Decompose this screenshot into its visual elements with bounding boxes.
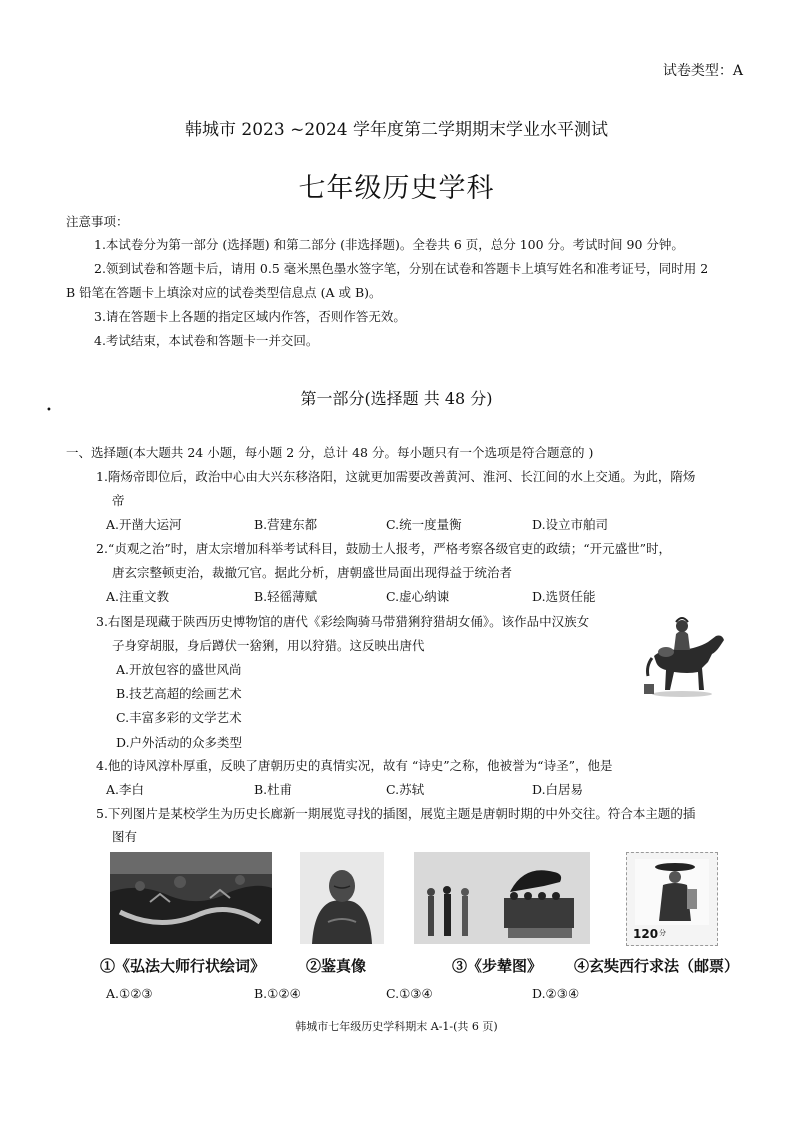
option-a: A.①②③ <box>106 986 153 1001</box>
question-5-options <box>0 986 793 1004</box>
notice-heading: 注意事项： <box>66 214 129 229</box>
option-d: D.设立市舶司 <box>532 517 609 532</box>
question-2-stem: 2.“贞观之治”时，唐太宗增加科举考试科目，鼓励士人报考，严格考察各级官吏的政绩；“开元盛世”时， <box>96 541 671 556</box>
picture-1-caption: ①《弘法大师行状绘词》 <box>100 957 266 975</box>
hongfa-painting-image <box>110 852 272 944</box>
option-b: B.技艺高超的绘画艺术 <box>116 686 242 701</box>
stamp-figure-icon <box>635 859 709 925</box>
question-4-stem: 4.他的诗风淳朴厚重，反映了唐朝历史的真情实况，故有 “诗史”之称，他被誉为“诗圣”，他是 <box>96 758 613 773</box>
notice-item-2-continued: B 铅笔在答题卡上填涂对应的试卷类型信息点 (A 或 B)。 <box>66 285 382 300</box>
option-a: A.注重文教 <box>106 589 170 604</box>
picture-2-caption: ②鉴真像 <box>306 957 367 975</box>
option-d: D.选贤任能 <box>532 589 596 604</box>
picture-3-caption: ③《步辇图》 <box>452 957 543 975</box>
subject-title: 七年级历史学科 <box>298 173 495 204</box>
option-c: C.统一度量衡 <box>386 517 462 532</box>
jianzhen-statue-image <box>300 852 384 944</box>
stamp-unit: 分 <box>659 929 666 937</box>
option-c: C.苏轼 <box>386 782 425 797</box>
option-d: D.白居易 <box>532 782 584 797</box>
question-2-options <box>0 587 793 605</box>
paper-type-label: 试卷类型：A <box>662 63 743 79</box>
option-a: A.李白 <box>106 782 145 797</box>
question-3-stem-continued: 子身穿胡服，身后蹲伏一猞猁，用以狩猎。这反映出唐代 <box>112 638 425 653</box>
exam-title: 韩城市 2023 ~2024 学年度第二学期期末学业水平测试 <box>185 120 608 140</box>
notice-item-3: 3.请在答题卡上各题的指定区域内作答，否则作答无效。 <box>94 309 406 324</box>
question-1-stem-continued: 帝 <box>112 493 125 508</box>
option-c: C.虚心纳谏 <box>386 589 450 604</box>
question-4-options <box>0 780 793 798</box>
question-3-stem: 3.右图是现藏于陕西历史博物馆的唐代《彩绘陶骑马带猎猁狩猎胡女俑》。该作品中汉族女 <box>96 614 590 629</box>
notice-item-4: 4.考试结束，本试卷和答题卡一并交回。 <box>94 333 319 348</box>
question-2-stem-continued: 唐玄宗整顿吏治，裁撤冗官。据此分析，唐朝盛世局面出现得益于统治者 <box>112 565 513 580</box>
option-b: B.杜甫 <box>254 782 293 797</box>
question-5-stem-continued: 图有 <box>112 829 138 844</box>
question-1-options <box>0 515 793 533</box>
tang-figurine-image <box>632 612 728 698</box>
section-heading: 一、选择题(本大题共 24 小题，每小题 2 分，总计 48 分。每小题只有一个选项是符合题意的 ) <box>66 445 594 460</box>
option-c: C.①③④ <box>386 986 433 1001</box>
notice-item-1: 1.本试卷分为第一部分 (选择题) 和第二部分 (非选择题)。全卷共 6 页，总分 100 分。考试时间 90 分钟。 <box>94 237 684 252</box>
question-1-stem: 1.隋炀帝即位后，政治中心由大兴东移洛阳，这就更加需要改善黄河、淮河、长江间的水上交通。为此，隋炀 <box>96 469 696 484</box>
option-b: B.营建东都 <box>254 517 318 532</box>
option-c: C.丰富多彩的文学艺术 <box>116 710 242 725</box>
part-one-heading: 第一部分(选择题 共 48 分) <box>300 389 493 408</box>
page-footer: 韩城市七年级历史学科期末 A-1-(共 6 页) <box>295 1020 498 1033</box>
bunian-painting-image <box>414 852 590 944</box>
option-b: B.轻徭薄赋 <box>254 589 318 604</box>
xuanzang-stamp-image <box>626 852 718 946</box>
stray-mark: • <box>46 405 52 416</box>
option-a: A.开凿大运河 <box>106 517 182 532</box>
notice-item-2: 2.领到试卷和答题卡后，请用 0.5 毫米黑色墨水签字笔，分别在试卷和答题卡上填写姓名和准考证号，同时用 2 <box>94 261 709 276</box>
picture-4-caption: ④玄奘西行求法（邮票） <box>574 957 740 975</box>
option-d: D.②③④ <box>532 986 580 1001</box>
option-b: B.①②④ <box>254 986 301 1001</box>
question-5-stem: 5.下列图片是某校学生为历史长廊新一期展览寻找的插图，展览主题是唐朝时期的中外交往。符合本主题的插 <box>96 806 696 821</box>
option-a: A.开放包容的盛世风尚 <box>116 662 242 677</box>
stamp-value: 120 <box>633 927 659 941</box>
option-d: D.户外活动的众多类型 <box>116 735 243 750</box>
